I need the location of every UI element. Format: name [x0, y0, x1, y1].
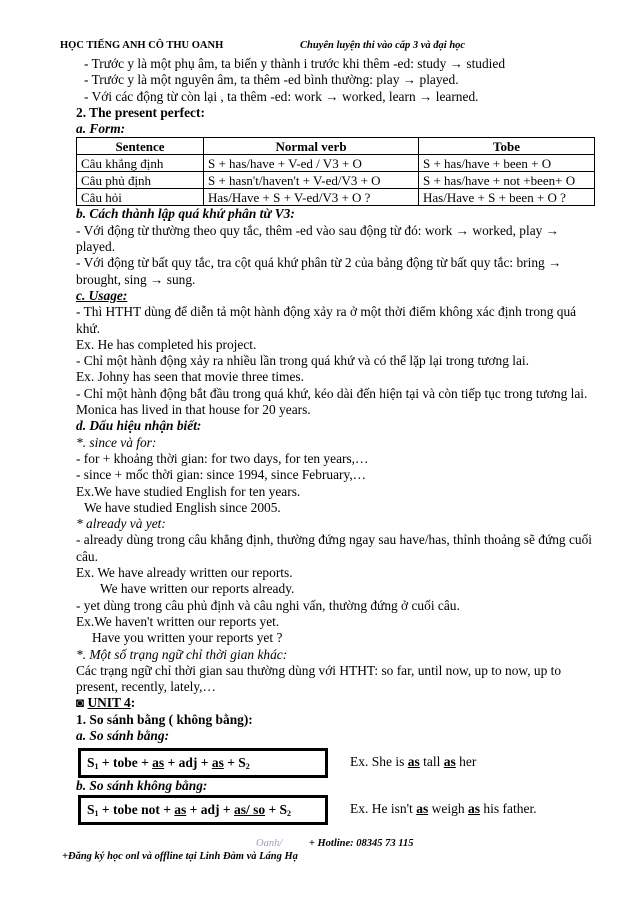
example-part: Ex. He isn't: [350, 800, 417, 816]
example-part: her: [455, 754, 477, 770]
example-part: tall: [419, 754, 444, 770]
unit-heading: [76, 695, 596, 711]
subsection-title-equal: a. So sánh bằng:: [76, 727, 170, 743]
text-line: - Chỉ một hành động bắt đầu trong quá khứ, kéo dài đến hiện tại và còn tiếp tục trong tương lai.: [76, 385, 588, 401]
table-cell: S + has/have + V-ed / V3 + O: [204, 155, 419, 172]
text-line: * already và yet:: [76, 516, 166, 532]
subsection-title-signs: d. Dấu hiệu nhận biết:: [76, 418, 202, 434]
example-line: Ex. He has completed his project.: [76, 336, 257, 352]
table-row: [77, 189, 595, 206]
formula-keyword: as: [211, 755, 224, 771]
form-table: [76, 137, 595, 206]
formula-example-not-equal: [350, 801, 537, 817]
text-line: - Với động từ bất quy tắc, tra cột quá khứ phân từ 2 của bảng động từ bất quy tắc: bring → brought, sing → sung.: [76, 255, 562, 287]
table-row: [77, 155, 595, 172]
formula-part: + adj +: [186, 801, 234, 817]
table-header: Normal verb: [204, 138, 419, 155]
table-header-row: [77, 138, 595, 155]
unit-colon: :: [130, 695, 136, 711]
table-cell: S + hasn't/haven't + V-ed/V3 + O: [204, 172, 419, 189]
table-row: [77, 172, 595, 189]
formula-subscript: 1: [94, 762, 99, 772]
table-cell: S + has/have + not +been+ O: [419, 172, 595, 189]
table-cell: Câu khẳng định: [77, 155, 204, 172]
text-line: - for + khoảng thời gian: for two days, for ten years,…: [76, 450, 369, 466]
table-cell: Has/Have + S + V-ed/V3 + O ?: [204, 189, 419, 206]
table-header: Sentence: [77, 138, 204, 155]
formula-row-equal: [76, 748, 596, 782]
formula-part: + S: [265, 801, 288, 817]
example-keyword: as: [407, 754, 420, 770]
formula-part: + tobe not +: [98, 801, 175, 817]
table-cell: S + has/have + been + O: [419, 155, 595, 172]
text-line: Các trạng ngữ chỉ thời gian sau thường dùng với HTHT: so far, until now, up to now, up to present, recently, lately,…: [76, 662, 562, 695]
example-keyword: as: [416, 800, 429, 816]
formula-part: + tobe +: [98, 755, 153, 771]
text-line: - Với động từ thường theo quy tắc, thêm -ed vào sau động từ đó: work → worked, play → played.: [76, 222, 560, 255]
formula-subject: S: [87, 755, 95, 771]
example-line: Ex.We have studied English for ten years.: [76, 483, 301, 499]
table-cell: Câu hỏi: [77, 189, 204, 206]
example-keyword: as: [443, 754, 456, 770]
page-footer: [62, 838, 616, 862]
example-line: Ex. We have already written our reports.: [76, 565, 293, 581]
formula-subscript: 1: [94, 808, 99, 818]
formula-keyword: as: [174, 801, 187, 817]
text-line: - already dùng trong câu khẳng định, thường đứng ngay sau have/has, thỉnh thoảng sẽ đứng cuối câu.: [76, 532, 593, 564]
text-line: - Trước y là một nguyên âm, ta thêm -ed bình thường: play → played.: [84, 72, 459, 88]
example-keyword: as: [467, 800, 480, 816]
text-line: - Chỉ một hành động xảy ra nhiều lần trong quá khứ và có thể lặp lại trong tương lai.: [76, 353, 529, 369]
formula-keyword: as: [152, 755, 165, 771]
formula-example-equal: [350, 754, 476, 770]
table-header: Tobe: [419, 138, 595, 155]
example-line: Have you written your reports yet ?: [92, 630, 283, 646]
example-line: Ex.We haven't written our reports yet.: [76, 613, 280, 629]
header-school-name: HỌC TIẾNG ANH CÔ THU OANH: [60, 40, 224, 51]
text-line: *. Một số trạng ngữ chỉ thời gian khác:: [76, 646, 288, 662]
example-part: his father.: [479, 800, 537, 816]
formula-part: + S: [223, 755, 246, 771]
example-line: Monica has lived in that house for 20 years.: [76, 402, 311, 418]
example-part: Ex. She is: [350, 754, 408, 770]
section-title-present-perfect: 2. The present perfect:: [76, 104, 205, 120]
example-line: Ex. Johny has seen that movie three times.: [76, 369, 304, 385]
footer-register: +Đăng ký học onl và offline tại Linh Đàm và Láng Hạ: [62, 851, 298, 862]
subsection-title-v3: b. Cách thành lập quá khứ phân từ V3:: [76, 206, 295, 222]
formula-subscript: 2: [245, 762, 250, 772]
table-cell: Has/Have + S + been + O ?: [419, 189, 595, 206]
text-line: *. since và for:: [76, 434, 157, 450]
page-header: [60, 40, 600, 54]
unit-title: UNIT 4: [87, 695, 131, 711]
formula-box-equal: [78, 748, 328, 778]
footer-faint-text: Oanh/: [256, 838, 283, 849]
text-line: - yet dùng trong câu phủ định và câu nghi vấn, thường đứng ở cuối câu.: [76, 597, 460, 613]
text-line: - Với các động từ còn lại , ta thêm -ed: work → worked, learn → learned.: [84, 88, 479, 104]
table-cell: Câu phủ định: [77, 172, 204, 189]
example-line: We have written our reports already.: [100, 581, 295, 597]
example-part: weigh: [428, 800, 468, 816]
formula-subscript: 2: [287, 808, 292, 818]
formula-part: + adj +: [164, 755, 212, 771]
example-line: We have studied English since 2005.: [84, 499, 281, 515]
subsection-title-usage: c. Usage:: [76, 287, 128, 303]
footer-line-1: [76, 838, 616, 849]
subsection-title-form: a. Form:: [76, 121, 126, 137]
footer-hotline: + Hotline: 08345 73 115: [308, 838, 414, 849]
unit-bullet-icon: ◙: [76, 695, 85, 711]
text-line: - Trước y là một phụ âm, ta biến y thành i trước khi thêm -ed: study → studied: [84, 56, 506, 71]
text-line: - Thì HTHT dùng để diễn tả một hành động xảy ra ở một thời điểm không xác định trong quá khứ.: [76, 304, 577, 336]
formula-keyword: as/ so: [233, 801, 266, 817]
text-line: - since + mốc thời gian: since 1994, since February,…: [76, 467, 367, 483]
formula-box-not-equal: [78, 795, 328, 825]
formula-subject: S: [87, 801, 95, 817]
header-tagline: Chuyên luyện thi vào cấp 3 và đại học: [300, 40, 466, 51]
section-title-comparison: 1. So sánh bằng ( không bằng):: [76, 711, 253, 727]
subsection-title-not-equal: b. So sánh không bằng:: [76, 778, 208, 794]
document-body: [76, 56, 596, 829]
formula-row-not-equal: [76, 795, 596, 829]
